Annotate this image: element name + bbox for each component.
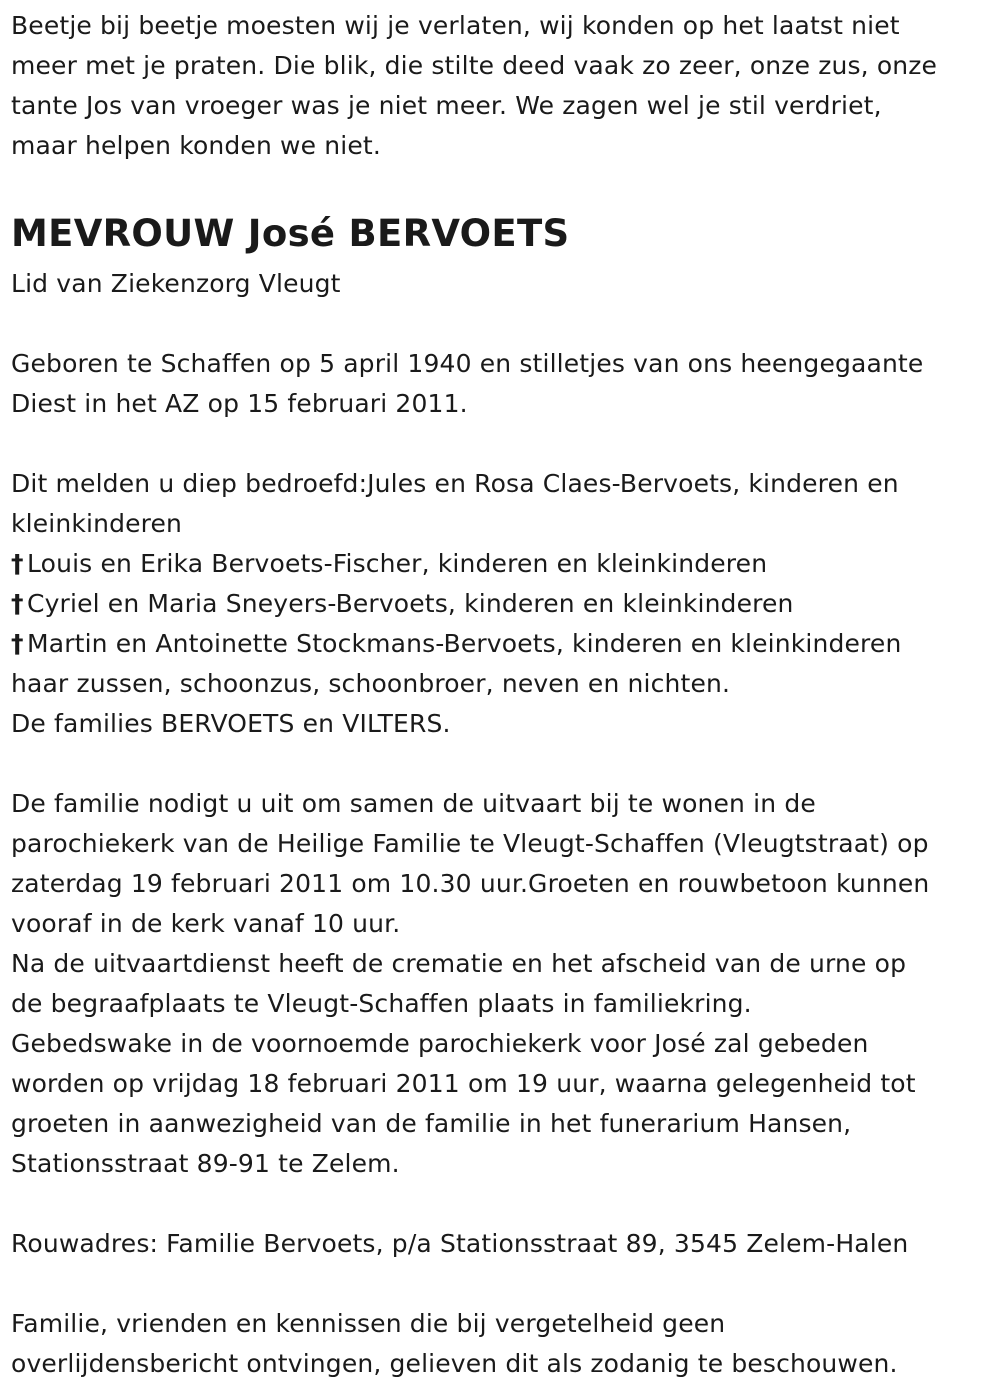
membership: Lid van Ziekenzorg Vleugt xyxy=(11,269,341,298)
spacer xyxy=(11,1184,991,1224)
poem-line: Beetje bij beetje moesten wij je verlaten, wij konden op het laatst niet xyxy=(11,11,900,40)
poem xyxy=(11,6,991,166)
spacer xyxy=(11,304,991,344)
family-member-text: Martin en Antoinette Stockmans-Bervoets, kinderen en kleinkinderen xyxy=(27,629,902,658)
spacer xyxy=(11,744,991,784)
spacer xyxy=(11,1264,991,1304)
text-line: Diest in het AZ op 15 februari 2011. xyxy=(11,389,468,418)
text-line: Na de uitvaartdienst heeft de crematie en het afscheid van de urne op xyxy=(11,949,907,978)
text-line: Stationsstraat 89-91 te Zelem. xyxy=(11,1149,400,1178)
obituary-document xyxy=(11,6,991,1384)
text-line: De familie nodigt u uit om samen de uitvaart bij te wonen in de xyxy=(11,789,816,818)
mourning-address: Rouwadres: Familie Bervoets, p/a Stationsstraat 89, 3545 Zelem-Halen xyxy=(11,1229,909,1258)
text-line: kleinkinderen xyxy=(11,509,183,538)
text-line: worden op vrijdag 18 februari 2011 om 19 uur, waarna gelegenheid tot xyxy=(11,1069,916,1098)
poem-line: meer met je praten. Die blik, die stilte deed vaak zo zeer, onze zus, onze xyxy=(11,51,938,80)
cross-icon: † xyxy=(11,589,24,618)
text-line: parochiekerk van de Heilige Familie te Vleugt-Schaffen (Vleugtstraat) op xyxy=(11,829,929,858)
family-member-text: Cyriel en Maria Sneyers-Bervoets, kinderen en kleinkinderen xyxy=(27,589,794,618)
birth-death-info xyxy=(11,344,991,424)
cross-icon: † xyxy=(11,629,24,658)
text-line: Familie, vrienden en kennissen die bij vergetelheid geen xyxy=(11,1309,726,1338)
deceased-family-member xyxy=(11,584,991,624)
poem-line: tante Jos van vroeger was je niet meer. We zagen wel je stil verdriet, xyxy=(11,91,882,120)
family-member-text: Louis en Erika Bervoets-Fischer, kinderen en kleinkinderen xyxy=(27,549,768,578)
text-line: Dit melden u diep bedroefd:Jules en Rosa Claes-Bervoets, kinderen en xyxy=(11,469,899,498)
text-line: Geboren te Schaffen op 5 april 1940 en stilletjes van ons heengegaante xyxy=(11,349,924,378)
closing-notice xyxy=(11,1304,991,1384)
poem-line: maar helpen konden we niet. xyxy=(11,131,381,160)
funeral-info xyxy=(11,784,991,1184)
cross-icon: † xyxy=(11,549,24,578)
deceased-family-member xyxy=(11,544,991,584)
text-line: overlijdensbericht ontvingen, gelieven dit als zodanig te beschouwen. xyxy=(11,1349,898,1378)
text-line: Gebedswake in de voornoemde parochiekerk voor José zal gebeden xyxy=(11,1029,869,1058)
text-line: vooraf in de kerk vanaf 10 uur. xyxy=(11,909,401,938)
text-line: De families BERVOETS en VILTERS. xyxy=(11,709,451,738)
deceased-family-member xyxy=(11,624,991,664)
text-line: haar zussen, schoonzus, schoonbroer, neven en nichten. xyxy=(11,669,731,698)
text-line: de begraafplaats te Vleugt-Schaffen plaats in familiekring. xyxy=(11,989,752,1018)
deceased-name: MEVROUW José BERVOETS xyxy=(11,212,570,255)
text-line: groeten in aanwezigheid van de familie in het funerarium Hansen, xyxy=(11,1109,852,1138)
spacer xyxy=(11,166,991,206)
text-line: zaterdag 19 februari 2011 om 10.30 uur.Groeten en rouwbetoon kunnen xyxy=(11,869,930,898)
family-announcement xyxy=(11,464,991,744)
spacer xyxy=(11,424,991,464)
